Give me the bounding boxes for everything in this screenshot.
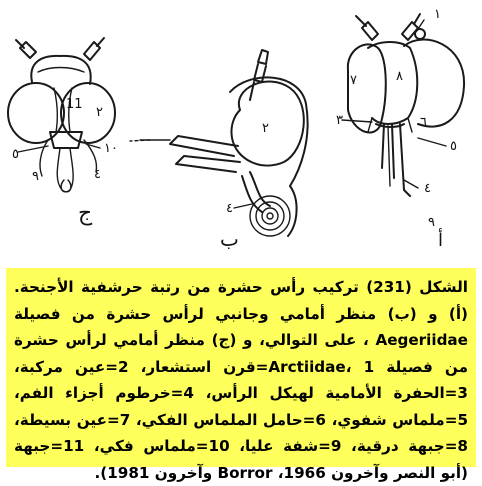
right-leader-4	[404, 180, 418, 188]
right-label-8: ٨	[396, 69, 403, 84]
right-label-4: ٤	[424, 181, 431, 196]
left-label-4: ٤	[94, 167, 101, 182]
panel-label-front-left: ج	[78, 201, 93, 226]
right-label-6: ٦	[420, 115, 427, 130]
left-label-2: ٢	[96, 105, 103, 120]
panel-label-front-right: أ	[438, 230, 444, 251]
left-label-9: ٩	[32, 169, 39, 184]
right-label-3: ٣	[336, 113, 343, 128]
right-head-drawing	[348, 14, 464, 196]
left-label-10: ١٠	[104, 141, 118, 156]
panel-label-lateral: ب	[220, 227, 239, 251]
right-leader-3	[342, 120, 372, 122]
left-label-5: ٥	[12, 147, 19, 162]
figure-caption: الشكل (231) تركيب رأس حشرة من رتبة حرشفية الأجنحة. (أ) و (ب) منظر أمامي وجانبي لرأس حشرة من فصيلة Aegeriidae ، على التوالي، و (ج) منظر أمامي لرأس حشرة من فصيلة Arctiidae، 1=قرن استشعار، 2=عين مركبة، 3=الحفرة الأمامية لهيكل الرأس، 4=خرطوم أجزاء الفم، 5=ملماس شفوي، 6=حامل الملماس الفكي، 7=عين بسيطة، 8=جبهة درقية، 9=شفة عليا، 10=ملماس فكي، 11=جبهة (أبو النصر وآخرون 1966، Borror وآخرون 1981).	[6, 268, 476, 467]
left-label-11: 11	[66, 97, 83, 112]
mid-label-2: ٢	[262, 121, 269, 136]
right-label-7: ٧	[350, 73, 357, 88]
mid-label-4: ٤	[226, 201, 233, 216]
middle-head-drawing	[130, 50, 308, 236]
right-label-9: ٩	[428, 215, 435, 230]
mid-leader-4	[234, 204, 252, 208]
right-label-5: ٥	[450, 139, 457, 154]
right-label-1: ١	[434, 7, 441, 22]
